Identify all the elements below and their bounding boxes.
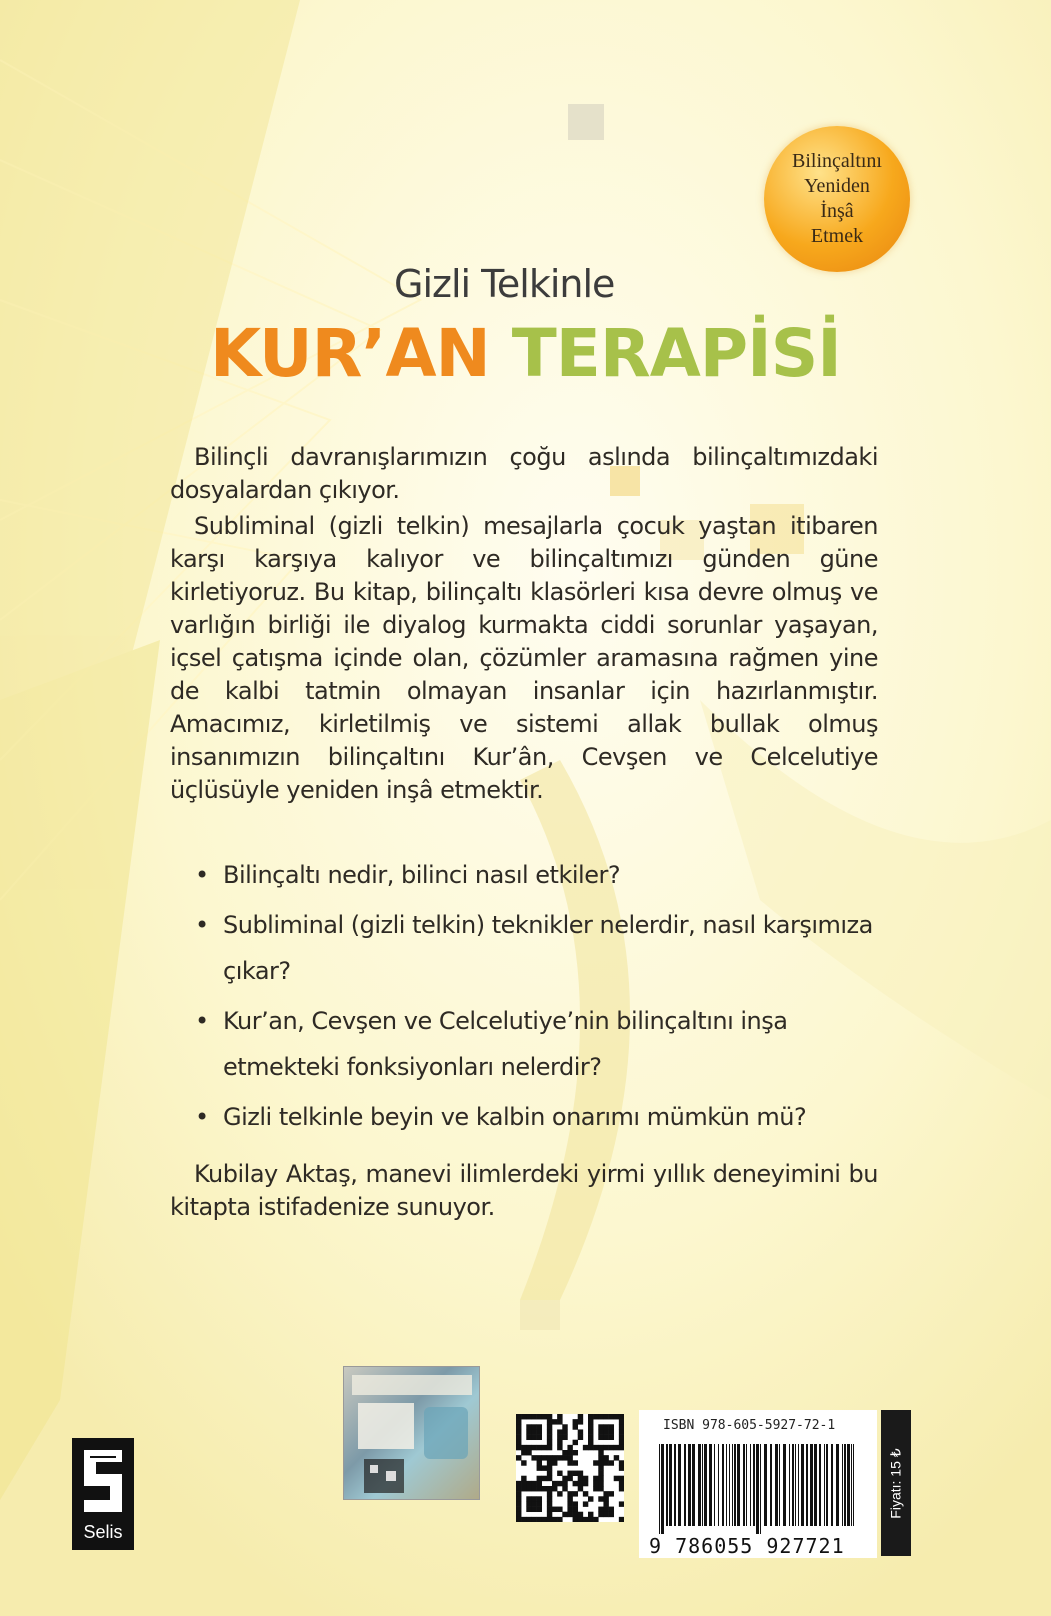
badge-line: İnşâ — [820, 200, 854, 222]
book-subtitle: Gizli Telkinle — [394, 262, 615, 306]
badge-text — [777, 149, 897, 249]
qr-code — [516, 1414, 624, 1522]
publisher-name: Selis — [83, 1522, 123, 1542]
publisher-mark-icon — [80, 1446, 126, 1516]
publisher-logo — [72, 1438, 134, 1550]
hologram-pattern-icon — [344, 1367, 479, 1499]
isbn-barcode — [639, 1410, 877, 1558]
badge — [764, 126, 910, 272]
author-note: Kubilay Aktaş, manevi ilimlerdeki yirmi yıllık deneyimini bu kitapta istifadenize sunuyor. — [170, 1160, 878, 1221]
title-word-green: TERAPİSİ — [511, 315, 841, 392]
hologram-sticker — [343, 1366, 480, 1500]
list-item: • Gizli telkinle beyin ve kalbin onarımı mümkün mü? — [195, 1094, 895, 1140]
badge-line: Bilinçaltını — [792, 150, 882, 172]
list-item: • Bilinçaltı nedir, bilinci nasıl etkiler? — [195, 852, 895, 898]
badge-line: Yeniden — [804, 175, 870, 197]
isbn-label: ISBN 978-605-5927-72-1 — [663, 1418, 836, 1433]
title-word-orange: KUR’AN — [210, 315, 490, 392]
ean-digits: 9 786055 927721 — [649, 1534, 845, 1558]
barcode-icon — [659, 1444, 859, 1534]
qr-code-icon — [516, 1414, 624, 1522]
blurb-paragraph-2: Subliminal (gizli telkin) mesajlarla çocuk yaştan itibaren karşı karşıya kalıyor ve bilinçaltımızı günden güne kirletiyoruz. Bu kitap, bilinçaltı klasörleri kısa devre olmuş ve varlığın birliği ile diyalog kurmakta ciddi sorunlar yaşayan, içsel çatışma içinde olan, çözümler aramasına rağmen yine de kalbi tatmin olmayan insanlar için hazırlanmıştır. Amacımız, kirletilmiş ve sistemi allak bullak olmuş insanımızın bilinçaltını Kur’ân, Cevşen ve Celcelutiye üçlüsüyle yeniden inşâ etmektir. — [170, 512, 878, 804]
blurb-paragraph-1: Bilinçli davranışlarımızın çoğu aslında bilinçaltımızdaki dosyalardan çıkıyor. — [170, 443, 878, 504]
list-item: • Subliminal (gizli telkin) teknikler nelerdir, nasıl karşımıza çıkar? — [195, 902, 895, 994]
price-text: Fiyatı: 15 ₺ — [887, 1447, 904, 1519]
price-tag — [881, 1410, 911, 1556]
question-list — [195, 852, 895, 1144]
badge-line: Etmek — [810, 225, 864, 247]
book-title — [210, 314, 841, 394]
list-item: • Kur’an, Cevşen ve Celcelutiye’nin bilinçaltını inşa etmekteki fonksiyonları nelerdir? — [195, 998, 895, 1090]
